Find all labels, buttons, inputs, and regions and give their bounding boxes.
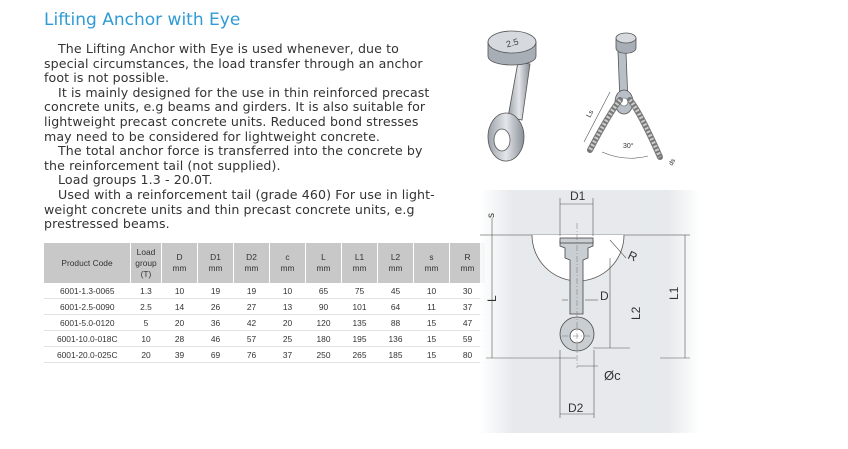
label-c: Øc [604,368,621,383]
cell-s: 15 [414,331,450,347]
label-r: R [625,248,640,265]
description-text [44,42,444,232]
cell-l: 90 [306,299,342,315]
cell-c: 37 [270,347,306,363]
cell-r: 59 [450,331,486,347]
page-title: Lifting Anchor with Eye [44,10,241,30]
paragraph-force: The total anchor force is transferred into the concrete by the reinforcement tail (not supplied). [44,143,423,173]
cell-d1: 69 [198,347,234,363]
cell-d1: 36 [198,315,234,331]
cell-d1: 19 [198,283,234,299]
cell-load-group: 5 [131,315,162,331]
cell-r: 37 [450,299,486,315]
cell-d2: 27 [234,299,270,315]
label-l: L [485,295,499,302]
cell-product-code: 6001-10.0-018C [44,331,131,347]
cell-d1: 46 [198,331,234,347]
cell-load-group: 10 [131,331,162,347]
cell-d1: 26 [198,299,234,315]
cell-r: 47 [450,315,486,331]
cell-c: 13 [270,299,306,315]
cell-load-group: 1.3 [131,283,162,299]
cell-l: 120 [306,315,342,331]
cell-l1: 195 [342,331,378,347]
anchor-product-image [478,22,588,167]
table-header-row [44,243,486,283]
label-d2: D2 [568,401,584,415]
cell-r: 80 [450,347,486,363]
table-row [44,299,486,315]
table-row [44,315,486,331]
cell-d: 14 [162,299,198,315]
cell-s: 15 [414,315,450,331]
cell-l1: 75 [342,283,378,299]
cell-d: 39 [162,347,198,363]
cell-product-code: 6001-20.0-025C [44,347,131,363]
cell-d2: 42 [234,315,270,331]
cell-s: 11 [414,299,450,315]
label-d: D [600,289,609,303]
col-header-l: L mm [306,243,342,283]
cell-l2: 88 [378,315,414,331]
angle-label: 30° [623,143,634,150]
cell-c: 10 [270,283,306,299]
cell-load-group: 20 [131,347,162,363]
col-header-d2: D2 mm [234,243,270,283]
table-row [44,331,486,347]
cell-c: 25 [270,331,306,347]
table-row [44,347,486,363]
paragraph-intro: The Lifting Anchor with Eye is used whenever, due to special circumstances, the load transfer through an anchor foot is not possible. [44,41,423,86]
label-l2: L2 [629,306,643,320]
col-header-l2: L2 mm [378,243,414,283]
col-header-d: D mm [162,243,198,283]
paragraph-tail: Used with a reinforcement tail (grade 460) For use in light-weight concrete units and thin precast concrete units, e.g prestressed beams. [44,186,435,232]
label-s: s [486,213,497,218]
cell-d2: 19 [234,283,270,299]
cell-product-code: 6001-5.0-0120 [44,315,131,331]
cell-s: 10 [414,283,450,299]
cell-load-group: 2.5 [131,299,162,315]
col-header-c: c mm [270,243,306,283]
label-l1: L1 [667,286,681,300]
cell-l2: 136 [378,331,414,347]
cell-l: 250 [306,347,342,363]
cell-d: 10 [162,283,198,299]
bar-diameter-label: ds [667,157,678,167]
cell-l2: 64 [378,299,414,315]
cell-l1: 101 [342,299,378,315]
cell-l1: 265 [342,347,378,363]
col-header-s: s mm [414,243,450,283]
table-row [44,283,486,299]
tail-length-label: Ls [585,109,596,119]
col-header-load-group: Load group (T) [131,243,162,283]
cell-product-code: 6001-1.3-0065 [44,283,131,299]
col-header-l1: L1 mm [342,243,378,283]
paragraph-load-groups: Load groups 1.3 - 20.0T. [58,172,213,188]
cell-c: 20 [270,315,306,331]
cell-d: 28 [162,331,198,347]
cell-l2: 45 [378,283,414,299]
cell-d2: 57 [234,331,270,347]
cell-l: 180 [306,331,342,347]
col-header-product-code: Product Code [44,243,131,283]
col-header-r: R mm [450,243,486,283]
cell-product-code: 6001-2.5-0090 [44,299,131,315]
cell-l1: 135 [342,315,378,331]
cell-l2: 185 [378,347,414,363]
cell-s: 15 [414,347,450,363]
specs-table [44,243,486,363]
col-header-d1: D1 mm [198,243,234,283]
label-d1: D1 [570,189,586,203]
cell-l: 65 [306,283,342,299]
cell-d2: 76 [234,347,270,363]
cell-r: 30 [450,283,486,299]
paragraph-usage: It is mainly designed for the use in thin reinforced precast concrete units, e.g beams and girders. It is also suitable for lightweight precast concrete units. Reduced bond stresses may need to be considered for lightweight concrete. [44,84,430,144]
cell-d: 20 [162,315,198,331]
anchor-installation-image [580,22,690,172]
dimension-drawing [480,178,700,433]
head-marking: 2.5 [504,36,520,50]
